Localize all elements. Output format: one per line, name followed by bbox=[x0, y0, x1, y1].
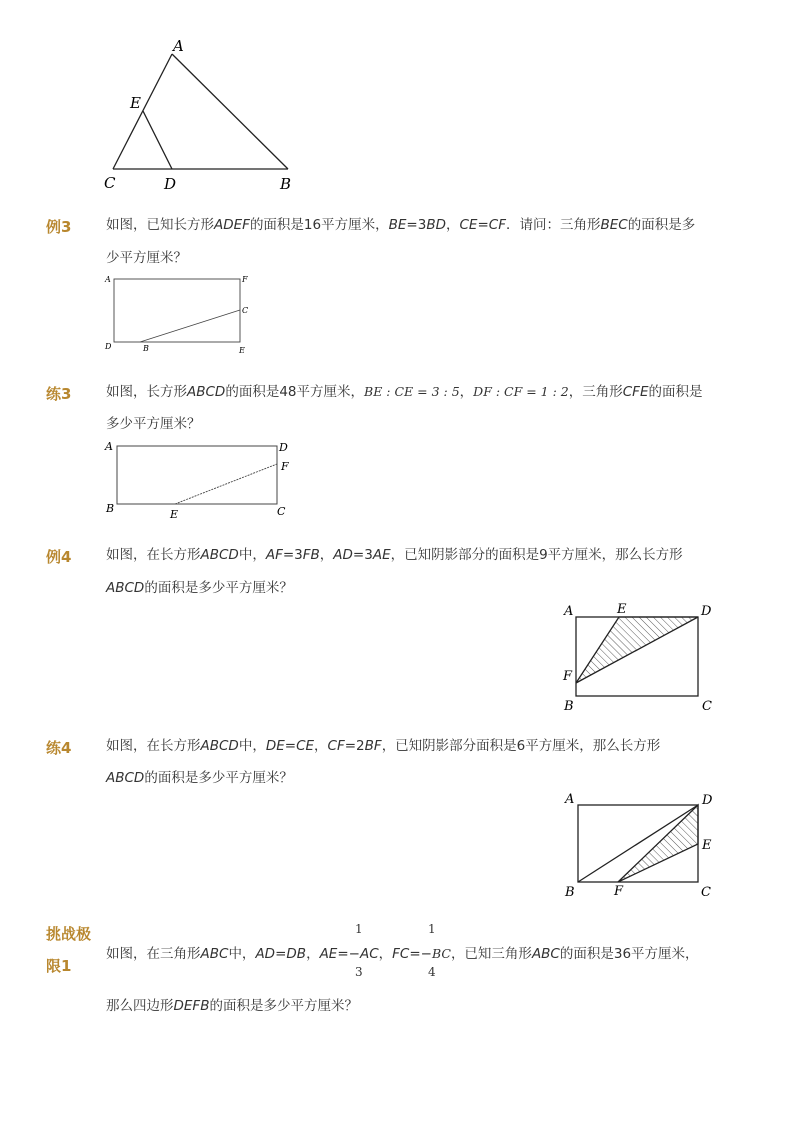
vertex-label-c: C bbox=[277, 505, 286, 518]
challenge-1-line-1: 如图，在三角形ABC中，AD=DB，AE=−AC，FC=−BC，已知三角形ABC的面积是36平方厘米， bbox=[106, 946, 699, 962]
figure-rectangle-abcd-pr3 bbox=[100, 436, 300, 524]
vertex-label-d: D bbox=[701, 604, 712, 619]
example-4-line-2: ABCD的面积是多少平方厘米？ bbox=[106, 580, 293, 596]
fraction-numerator-2: 1 bbox=[428, 922, 436, 936]
vertex-label-f: F bbox=[614, 884, 624, 899]
example-3-line-1: 如图，已知长方形ADEF的面积是16平方厘米，BE=3BD，CE=CF．请问：三角形BEC的面积是多 bbox=[106, 217, 696, 233]
vertex-label-b: B bbox=[564, 699, 574, 714]
segment-bc bbox=[140, 310, 240, 342]
figure-rectangle-abcd-pr4 bbox=[556, 788, 726, 904]
vertex-label-d: D bbox=[279, 441, 288, 454]
rectangle-abcd bbox=[117, 446, 277, 504]
vertex-label-f: F bbox=[563, 669, 573, 684]
practice-4-label: 练4 bbox=[46, 739, 72, 757]
vertex-label-e: E bbox=[239, 346, 245, 355]
practice-4-line-1: 如图，在长方形ABCD中，DE=CE，CF=2BF，已知阴影部分面积是6平方厘米，那么长方形 bbox=[106, 738, 661, 754]
example-4-line-1: 如图，在长方形ABCD中，AF=3FB，AD=3AE，已知阴影部分的面积是9平方厘米，那么长方形 bbox=[106, 547, 683, 563]
vertex-label-c: C bbox=[701, 885, 711, 900]
vertex-label-d: D bbox=[164, 175, 177, 193]
vertex-label-b: B bbox=[565, 885, 575, 900]
example-3-line-2: 少平方厘米？ bbox=[106, 250, 187, 266]
vertex-label-a: A bbox=[565, 792, 575, 807]
fraction-numerator-1: 1 bbox=[355, 922, 363, 936]
rectangle-adef bbox=[114, 279, 240, 342]
vertex-label-c: C bbox=[702, 699, 712, 714]
vertex-label-f: F bbox=[281, 460, 289, 473]
challenge-1-line-2: 那么四边形DEFB的面积是多少平方厘米？ bbox=[106, 998, 358, 1014]
practice-3-label: 练3 bbox=[46, 385, 72, 403]
vertex-label-a: A bbox=[173, 37, 184, 55]
practice-3-line-1: 如图，长方形ABCD的面积是48平方厘米，BE : CE = 3 : 5，DF : CF = 1 : 2，三角形CFE的面积是 bbox=[106, 384, 703, 400]
vertex-label-e: E bbox=[702, 838, 712, 853]
vertex-label-d: D bbox=[702, 793, 713, 808]
vertex-label-e: E bbox=[130, 94, 141, 112]
vertex-label-a: A bbox=[105, 440, 113, 453]
vertex-label-d: D bbox=[105, 342, 112, 351]
vertex-label-e: E bbox=[617, 602, 627, 617]
vertex-label-c: C bbox=[104, 174, 116, 192]
segment-ef bbox=[175, 464, 277, 504]
practice-4-line-2: ABCD的面积是多少平方厘米？ bbox=[106, 770, 293, 786]
practice-3-line-2: 多少平方厘米？ bbox=[106, 416, 201, 432]
figure-rectangle-abcd-ex4 bbox=[556, 598, 726, 718]
example-3-label: 例3 bbox=[46, 218, 72, 236]
example-4-label: 例4 bbox=[46, 548, 72, 566]
challenge-1-label-line-1: 挑战极 bbox=[46, 925, 92, 943]
vertex-label-b: B bbox=[106, 502, 115, 515]
fraction-denominator-1: 3 bbox=[355, 965, 363, 979]
figure-rectangle-adef bbox=[100, 270, 260, 360]
challenge-1-label-line-2: 限1 bbox=[46, 957, 72, 975]
vertex-label-b: B bbox=[280, 175, 292, 193]
vertex-label-e: E bbox=[170, 508, 179, 521]
segment-ab bbox=[172, 54, 288, 169]
vertex-label-a: A bbox=[564, 604, 574, 619]
vertex-label-b: B bbox=[143, 344, 149, 353]
fraction-denominator-2: 4 bbox=[428, 965, 436, 979]
vertex-label-a: A bbox=[105, 275, 111, 284]
shaded-triangle-efd bbox=[576, 617, 698, 683]
vertex-label-c: C bbox=[242, 306, 249, 315]
shaded-triangle-dfe bbox=[618, 805, 698, 882]
vertex-label-f: F bbox=[242, 275, 248, 284]
figure-triangle-acb bbox=[100, 36, 300, 196]
segment-ed bbox=[143, 111, 172, 169]
